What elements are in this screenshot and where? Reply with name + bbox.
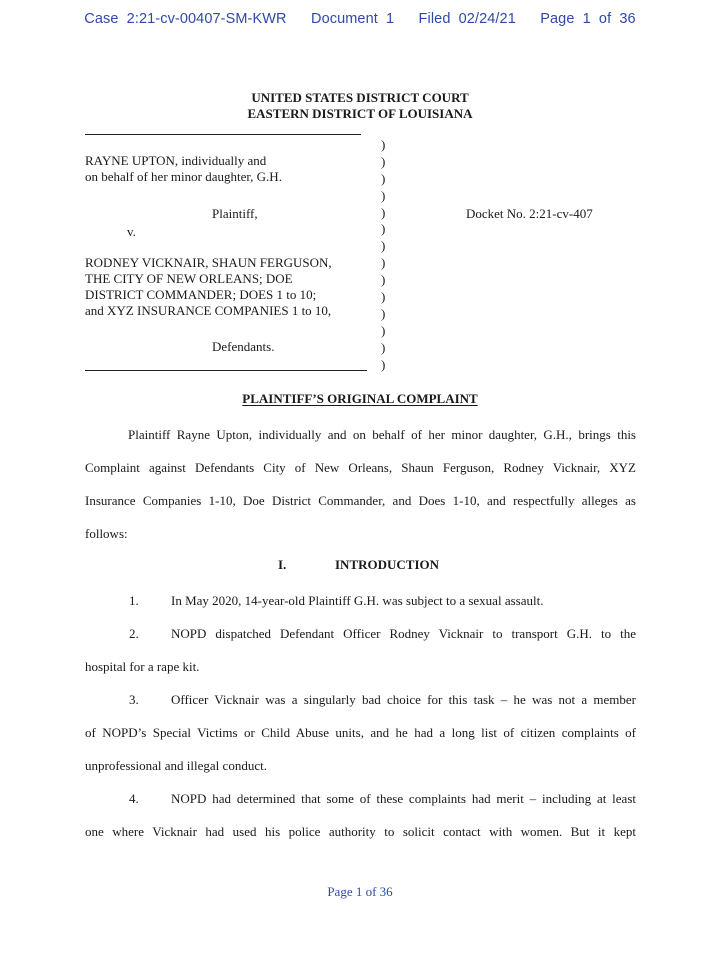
paren-mark: ) bbox=[381, 255, 386, 271]
paragraph-line-text: NOPD dispatched Defendant Officer Rodney Vicknair to transport G.H. to the bbox=[171, 626, 636, 641]
paragraph-line: unprofessional and illegal conduct. bbox=[85, 758, 267, 773]
intro-line-text: Plaintiff Rayne Upton, individually and on behalf of her minor daughter, G.H., brings this bbox=[128, 427, 636, 442]
plaintiff-capacity: on behalf of her minor daughter, G.H. bbox=[85, 169, 282, 184]
intro-line bbox=[85, 460, 636, 476]
paragraph-line: In May 2020, 14-year-old Plaintiff G.H. was subject to a sexual assault. bbox=[171, 593, 544, 608]
intro-line: follows: bbox=[85, 526, 128, 541]
intro-line-text: Complaint against Defendants City of New Orleans, Shaun Ferguson, Rodney Vicknair, XYZ bbox=[85, 460, 636, 475]
plaintiff-name: RAYNE UPTON, individually and bbox=[85, 153, 267, 168]
paragraph-line bbox=[85, 824, 636, 840]
paren-mark: ) bbox=[381, 356, 386, 372]
paragraph-number: 4. bbox=[129, 791, 139, 806]
paren-mark: ) bbox=[381, 322, 386, 338]
intro-line bbox=[85, 493, 636, 509]
court-district: EASTERN DISTRICT OF LOUISIANA bbox=[247, 106, 473, 121]
versus-label: v. bbox=[127, 224, 136, 239]
defendant-line: and XYZ INSURANCE COMPANIES 1 to 10, bbox=[85, 303, 332, 318]
paragraph-line bbox=[171, 692, 636, 708]
court-name: UNITED STATES DISTRICT COURT bbox=[251, 90, 469, 105]
paren-mark: ) bbox=[381, 305, 386, 321]
paren-mark: ) bbox=[381, 170, 386, 186]
section-heading: INTRODUCTION bbox=[335, 557, 440, 572]
paragraph-line bbox=[171, 791, 636, 807]
paragraph-line-text: NOPD had determined that some of these complaints had merit – including at least bbox=[171, 791, 636, 806]
paragraph-line: hospital for a rape kit. bbox=[85, 659, 200, 674]
paren-mark: ) bbox=[381, 272, 386, 288]
paren-mark: ) bbox=[381, 289, 386, 305]
intro-line bbox=[128, 427, 636, 443]
paragraph-line bbox=[171, 626, 636, 642]
page-footer: Page 1 of 36 bbox=[327, 884, 393, 899]
paren-mark: ) bbox=[381, 137, 386, 152]
paragraph-line-text: Officer Vicknair was a singularly bad choice for this task – he was not a member bbox=[171, 692, 636, 707]
paren-mark: ) bbox=[381, 204, 386, 220]
defendant-line: THE CITY OF NEW ORLEANS; DOE bbox=[85, 271, 293, 286]
paren-mark: ) bbox=[381, 221, 386, 237]
complaint-title: PLAINTIFF’S ORIGINAL COMPLAINT bbox=[242, 391, 478, 406]
plaintiff-role: Plaintiff, bbox=[212, 206, 258, 221]
defendant-line: RODNEY VICKNAIR, SHAUN FERGUSON, bbox=[85, 255, 332, 270]
defendant-line: DISTRICT COMMANDER; DOES 1 to 10; bbox=[85, 287, 317, 302]
intro-line-text: Insurance Companies 1-10, Doe District Commander, and Does 1-10, and respectfully alleges as bbox=[85, 493, 636, 508]
defendants-role: Defendants. bbox=[212, 339, 275, 354]
paragraph-number: 3. bbox=[129, 692, 139, 707]
paragraph-line-text: of NOPD’s Special Victims or Child Abuse units, and he had a long list of citizen complaints of bbox=[85, 725, 636, 740]
paragraph-number: 1. bbox=[129, 593, 139, 608]
paren-mark: ) bbox=[381, 238, 386, 254]
caption-top-rule bbox=[85, 134, 361, 135]
caption-bottom-rule bbox=[85, 370, 367, 371]
paren-mark: ) bbox=[381, 187, 386, 203]
paren-mark: ) bbox=[381, 153, 386, 169]
paren-mark: ) bbox=[381, 339, 386, 355]
caption-paren-column bbox=[381, 137, 385, 373]
case-header-stamp: Case 2:21-cv-00407-SM-KWR Document 1 Filed 02/24/21 Page 1 of 36 bbox=[84, 11, 636, 27]
paragraph-number: 2. bbox=[129, 626, 139, 641]
paragraph-line bbox=[85, 725, 636, 741]
docket-number: Docket No. 2:21-cv-407 bbox=[466, 206, 593, 221]
paragraph-line-text: one where Vicknair had used his police authority to solicit contact with women. But it kept bbox=[85, 824, 636, 839]
section-number: I. bbox=[278, 557, 287, 572]
